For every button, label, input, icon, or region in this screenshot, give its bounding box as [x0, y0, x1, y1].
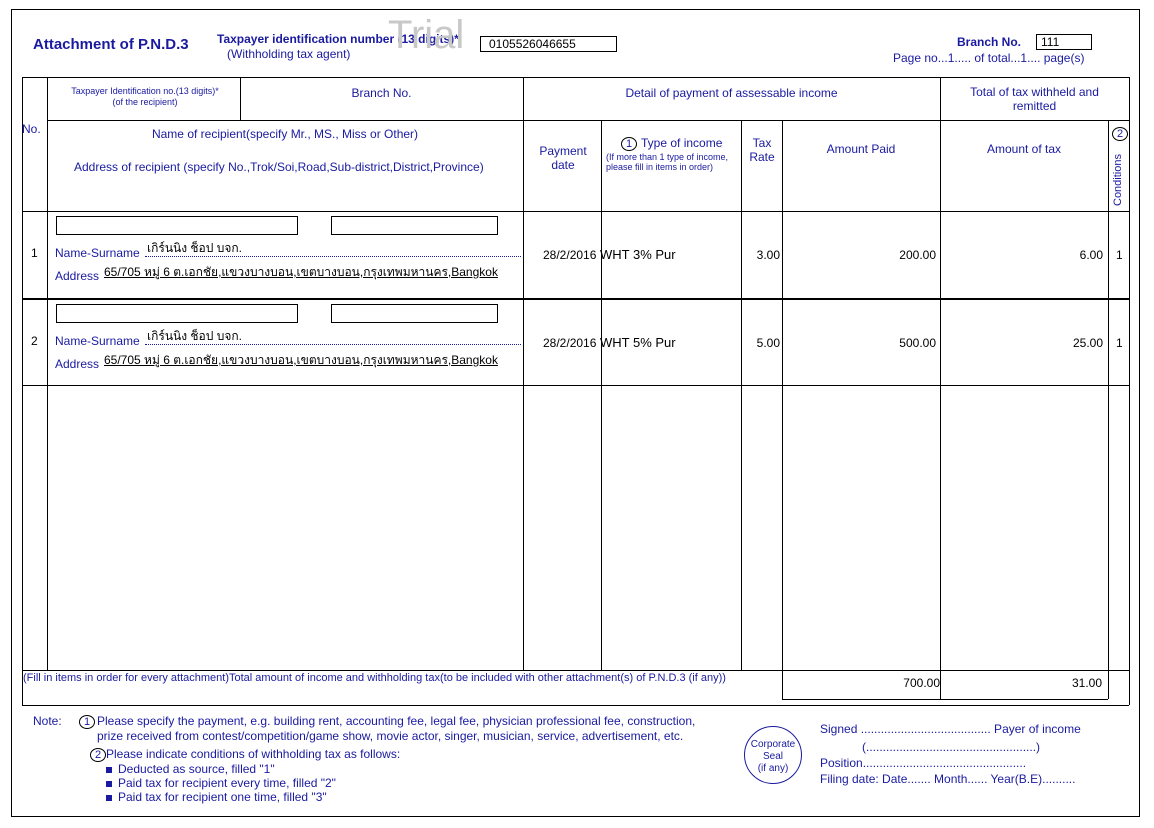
col-name-header: Name of recipient(specify Mr., MS., Miss or Other)	[151, 127, 419, 141]
amount-tax: 6.00	[1079, 248, 1103, 262]
condition: 1	[1116, 336, 1123, 350]
payment-date: 28/2/2016	[543, 248, 597, 262]
circle-2-icon: 2	[1112, 127, 1128, 141]
grid-line	[22, 385, 1129, 386]
bullet-icon	[106, 767, 112, 773]
signature-name-line: (...................................................)	[862, 740, 1041, 754]
tax-rate: 5.00	[756, 336, 780, 350]
bullet-icon	[106, 795, 112, 801]
address-label: Address	[55, 269, 100, 283]
note-2-text: Please indicate conditions of withholding tax as follows:	[106, 747, 401, 761]
recipient-name: เกิร์นนิง ช็อป บจก.	[147, 241, 242, 255]
corporate-seal	[744, 726, 802, 784]
circle-1-icon: 1	[621, 137, 637, 151]
name-label: Name-Surname	[55, 246, 140, 260]
grid-line	[22, 77, 23, 705]
col-amount-paid-header: Amount Paid	[826, 142, 896, 156]
col-no-header: No.	[22, 122, 41, 136]
bullet-icon	[106, 781, 112, 787]
recipient-address: 65/705 หมู่ 6 ต.เอกชัย,แขวงบางบอน,เขตบางบอน,กรุงเทพมหานคร,Bangkok	[104, 353, 498, 367]
bullet-text: Deducted as source, filled "1"	[118, 762, 275, 776]
col-address-header: Address of recipient (specify No.,Trok/Soi,Road,Sub-district,District,Province)	[74, 160, 484, 174]
col-amount-tax-header: Amount of tax	[986, 142, 1062, 156]
note-1-line-1: Please specify the payment, e.g. building rent, accounting fee, legal fee, physician professional fee, construction,	[97, 714, 696, 728]
col-detail-header: Detail of payment of assessable income	[625, 86, 838, 100]
recipient-name: เกิร์นนิง ช็อป บจก.	[147, 329, 242, 343]
branch-input[interactable]	[331, 304, 498, 323]
grid-line	[782, 120, 783, 699]
income-type: WHT 3% Pur	[600, 247, 676, 262]
amount-tax: 25.00	[1072, 336, 1103, 350]
bullet-item	[106, 791, 327, 805]
row-no: 1	[31, 246, 38, 260]
filing-date-line: Filing date: Date....... Month...... Year(B.E)..........	[820, 772, 1076, 786]
grid-line	[782, 699, 1108, 700]
address-label: Address	[55, 357, 100, 371]
col-payment-date-header: Payment date	[539, 144, 587, 172]
note-label: Note:	[33, 714, 62, 728]
col-conditions-header: Conditions	[1112, 154, 1124, 206]
seal-line-2: Seal	[762, 751, 783, 762]
note-1-line-2: prize received from contest/competition/game show, movie actor, singer, musician, service, advertisement, etc.	[97, 729, 684, 743]
amount-paid: 200.00	[899, 248, 936, 262]
grid-line	[22, 298, 1129, 300]
withholding-agent-label: (Withholding tax agent)	[227, 47, 351, 61]
name-label: Name-Surname	[55, 334, 140, 348]
taxpayer-id-field[interactable]: 0105526046655	[480, 36, 617, 52]
grid-line	[22, 211, 1129, 212]
row-no: 2	[31, 334, 38, 348]
condition: 1	[1116, 248, 1123, 262]
bullet-item	[106, 763, 275, 777]
payment-date: 28/2/2016	[543, 336, 597, 350]
page-info: Page no...1..... of total...1.... page(s)	[893, 51, 1085, 65]
col-tax-rate-header: Tax Rate	[749, 136, 775, 164]
grid-line	[22, 705, 1129, 706]
branch-input[interactable]	[331, 216, 498, 235]
grid-line	[47, 120, 523, 121]
grid-line	[47, 77, 48, 670]
position-line: Position.................................................	[820, 756, 1027, 770]
bullet-text: Paid tax for recipient every time, filled "2"	[118, 776, 336, 790]
grid-line	[22, 670, 1129, 671]
seal-line-3: (if any)	[757, 763, 789, 774]
note-circle-1-icon: 1	[79, 715, 95, 729]
note-circle-2-icon: 2	[90, 748, 106, 762]
total-amount-tax: 31.00	[1071, 676, 1102, 690]
table-top-line	[22, 77, 1129, 78]
col-branch-header: Branch No.	[351, 86, 412, 100]
col-tin-header: Taxpayer Identification no.(13 digits)*	[71, 86, 219, 96]
tax-rate: 3.00	[756, 248, 780, 262]
grid-line	[741, 120, 742, 670]
amount-paid: 500.00	[899, 336, 936, 350]
bullet-text: Paid tax for recipient one time, filled "3"	[118, 790, 327, 804]
grid-line	[601, 120, 602, 670]
recipient-address: 65/705 หมู่ 6 ต.เอกชัย,แขวงบางบอน,เขตบางบอน,กรุงเทพมหานคร,Bangkok	[104, 265, 498, 279]
grid-line	[1108, 120, 1109, 699]
grid-line	[523, 77, 524, 670]
grid-line	[523, 120, 940, 121]
totals-note: (Fill in items in order for every attachment)Total amount of income and withholding tax(to be included with other attachment(s) of P.N.D.3 (if any))	[23, 672, 726, 684]
tin-input[interactable]	[56, 216, 298, 235]
col-total-tax-header: Total of tax withheld and remitted	[970, 85, 1099, 113]
branch-field[interactable]: 111	[1036, 34, 1092, 50]
grid-line	[940, 77, 941, 699]
taxpayer-id-label: Taxpayer identification number (13 digits)*	[217, 32, 459, 46]
col-income-type-header: Type of income	[641, 136, 723, 150]
seal-line-1: Corporate	[750, 739, 796, 750]
col-tin-sub: (of the recipient)	[112, 97, 178, 107]
branch-label: Branch No.	[957, 35, 1022, 49]
trial-watermark: Trial	[388, 13, 465, 57]
form-title: Attachment of P.N.D.3	[33, 36, 189, 53]
tin-input[interactable]	[56, 304, 298, 323]
bullet-item	[106, 777, 336, 791]
income-type: WHT 5% Pur	[600, 335, 676, 350]
total-amount-paid: 700.00	[903, 676, 940, 690]
grid-line	[1129, 77, 1130, 705]
col-income-type-note: (If more than 1 type of income, please fill in items in order)	[606, 152, 729, 173]
grid-line	[940, 120, 1129, 121]
signed-line: Signed ....................................... Payer of income	[820, 722, 1081, 736]
